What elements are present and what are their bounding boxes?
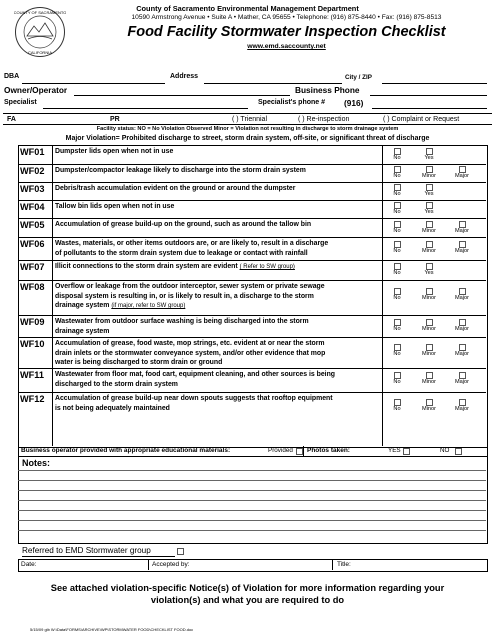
footer-line-1: See attached violation-specific Notice(s) of Violation for more information regarding your <box>50 583 445 593</box>
divider <box>18 392 486 393</box>
refer-link[interactable]: ( Refer to SW group) <box>239 264 295 270</box>
business-phone-field[interactable] <box>370 95 487 96</box>
wf06-minor-checkbox[interactable] <box>426 241 433 248</box>
description-wf06 <box>55 239 380 258</box>
description-line: Dumpster lids open when not in use <box>55 148 174 155</box>
divider <box>18 280 486 281</box>
triennial-option[interactable]: ( ) Triennial <box>232 116 268 123</box>
code-wf01: WF01 <box>20 147 45 157</box>
description-wf01 <box>55 147 380 157</box>
wf02-major-checkbox[interactable] <box>459 166 466 173</box>
wf08-minor-checkbox[interactable] <box>426 288 433 295</box>
wf01-no-checkbox[interactable] <box>394 148 401 155</box>
divider <box>52 145 53 446</box>
description-line: Accumulation of grease build-up on the ground, such as around the tallow bin <box>55 221 312 228</box>
code-wf05: WF05 <box>20 220 45 230</box>
description-line: drain inlets or the stormwater conveyance system, and/or other evidence that mop <box>55 349 326 357</box>
divider <box>3 113 492 114</box>
wf11-minor-label: Minor <box>422 379 436 385</box>
code-wf02: WF02 <box>20 166 45 176</box>
wf08-no-checkbox[interactable] <box>394 288 401 295</box>
wf11-major-label: Major <box>455 379 469 385</box>
photos-label: Photos taken: <box>307 447 350 454</box>
notes-line <box>18 530 486 531</box>
description-line: is not being adequately maintained <box>55 404 170 412</box>
website-link[interactable]: www.emd.saccounty.net <box>247 43 326 50</box>
notes-line <box>18 510 486 511</box>
notes-line <box>18 470 486 471</box>
description-line: of pollutants to the storm drain system due to leakage or contact with rainfall <box>55 249 308 257</box>
wf02-no-checkbox[interactable] <box>394 166 401 173</box>
divider <box>18 164 486 165</box>
wf05-major-label: Major <box>455 228 469 234</box>
education-label: Business operator provided with appropriate educational materials: <box>21 447 231 454</box>
description-wf11 <box>55 370 380 389</box>
description-line: Accumulation of grease build-up near down spouts suggests that rooftop equipment <box>55 395 333 402</box>
wf12-major-label: Major <box>455 406 469 412</box>
wf11-no-checkbox[interactable] <box>394 372 401 379</box>
wf07-yes-checkbox[interactable] <box>426 263 433 270</box>
code-wf04: WF04 <box>20 202 45 212</box>
description-line: disposal system is resulting in, or is likely to result in, a discharge to the storm <box>55 292 314 300</box>
wf01-yes-label: Yes <box>424 155 434 161</box>
owner-label: Owner/Operator <box>4 85 68 95</box>
county-seal-logo <box>14 6 66 58</box>
description-line: Wastewater from outdoor surface washing is being discharged into the storm <box>55 318 309 325</box>
code-wf08: WF08 <box>20 282 45 292</box>
wf06-major-checkbox[interactable] <box>459 241 466 248</box>
notes-label: Notes: <box>22 458 51 468</box>
wf10-no-label: No <box>393 351 401 357</box>
svg-text:COUNTY OF SACRAMENTO: COUNTY OF SACRAMENTO <box>14 10 66 15</box>
wf02-minor-checkbox[interactable] <box>426 166 433 173</box>
description-line: Wastes, materials, or other items outdoors are, or are likely to, result in a discharge <box>55 240 329 247</box>
divider <box>18 260 486 261</box>
wf05-no-label: No <box>393 228 401 234</box>
notes-line <box>18 480 486 481</box>
wf11-no-label: No <box>393 379 401 385</box>
wf07-no-label: No <box>393 270 401 276</box>
wf12-minor-label: Minor <box>422 406 436 412</box>
refer-link[interactable]: (if major, refer to SW group) <box>111 303 186 310</box>
description-line: Dumpster/compactor leakage likely to discharge into the storm drain system <box>55 167 306 174</box>
notes-line <box>18 500 486 501</box>
area-code: (916) <box>344 98 364 108</box>
wf09-minor-checkbox[interactable] <box>426 319 433 326</box>
photos-yes-label: YES <box>388 447 401 454</box>
wf02-major-label: Major <box>455 173 469 179</box>
specialist-field[interactable] <box>43 108 248 109</box>
description-wf04 <box>55 202 380 212</box>
wf10-major-checkbox[interactable] <box>459 344 466 351</box>
dba-label: DBA <box>4 73 20 80</box>
divider <box>303 446 304 456</box>
wf10-minor-checkbox[interactable] <box>426 344 433 351</box>
wf03-no-label: No <box>393 191 401 197</box>
accepted-by-label: Accepted by: <box>152 561 190 568</box>
wf06-minor-label: Minor <box>422 248 436 254</box>
wf12-major-checkbox[interactable] <box>459 399 466 406</box>
wf12-minor-checkbox[interactable] <box>426 399 433 406</box>
referred-label: Referred to EMD Stormwater group <box>22 546 151 555</box>
notes-line <box>18 520 486 521</box>
wf01-no-label: No <box>393 155 401 161</box>
wf05-major-checkbox[interactable] <box>459 221 466 228</box>
description-line: Debris/trash accumulation evident on the ground or around the dumpster <box>55 185 296 192</box>
title-label: Title: <box>337 561 351 568</box>
date-label: Date: <box>21 561 37 568</box>
referred-checkbox[interactable] <box>177 548 184 555</box>
wf02-no-label: No <box>393 173 401 179</box>
wf11-minor-checkbox[interactable] <box>426 372 433 379</box>
description-wf07 <box>55 262 380 273</box>
wf04-yes-label: Yes <box>424 209 434 215</box>
wf08-major-label: Major <box>455 295 469 301</box>
wf05-minor-label: Minor <box>422 228 436 234</box>
wf03-yes-label: Yes <box>424 191 434 197</box>
photos-no-label: NO <box>440 447 450 454</box>
wf02-minor-label: Minor <box>422 173 436 179</box>
complaint-option[interactable]: ( ) Complaint or Request <box>383 116 460 123</box>
wf12-no-label: No <box>393 406 401 412</box>
wf09-major-checkbox[interactable] <box>459 319 466 326</box>
divider <box>18 237 486 238</box>
wf03-yes-checkbox[interactable] <box>426 184 433 191</box>
address-label: Address <box>170 73 199 80</box>
department-address: 10590 Armstrong Avenue • Suite A • Mather, CA 95655 • Telephone: (916) 875-8440 • Fax: (916) 875-8513 <box>131 14 442 21</box>
divider <box>148 559 149 570</box>
divider <box>18 337 486 338</box>
wf06-no-checkbox[interactable] <box>394 241 401 248</box>
wf09-no-checkbox[interactable] <box>394 319 401 326</box>
footer-line-2: violation(s) and what you are required to do <box>150 595 345 605</box>
description-line: Illicit connections to the storm drain system are evident <box>55 263 238 270</box>
reinspection-option[interactable]: ( ) Re-inspection <box>298 116 350 123</box>
description-line: Tallow bin lids open when not in use <box>55 203 175 210</box>
business-phone-label: Business Phone <box>295 85 360 95</box>
code-wf11: WF11 <box>20 370 44 380</box>
wf04-yes-checkbox[interactable] <box>426 202 433 209</box>
description-wf08 <box>55 282 380 312</box>
wf06-major-label: Major <box>455 248 469 254</box>
legend-status: Facility status: NO = No Violation Observed Minor = Violation not resulting in discharge to storm drainage system <box>96 126 399 132</box>
page-title: Food Facility Stormwater Inspection Checklist <box>127 24 446 40</box>
wf11-major-checkbox[interactable] <box>459 372 466 379</box>
provided-checkbox[interactable] <box>296 448 303 455</box>
city-zip-label: City / ZIP <box>345 74 372 81</box>
city-zip-field[interactable] <box>382 83 487 84</box>
wf10-no-checkbox[interactable] <box>394 344 401 351</box>
code-wf12: WF12 <box>20 394 45 404</box>
wf09-minor-label: Minor <box>422 326 436 332</box>
wf10-major-label: Major <box>455 351 469 357</box>
wf08-major-checkbox[interactable] <box>459 288 466 295</box>
divider <box>18 200 486 201</box>
description-line: drainage system <box>55 302 110 310</box>
wf10-minor-label: Minor <box>422 351 436 357</box>
divider <box>18 368 486 369</box>
wf06-no-label: No <box>393 248 401 254</box>
description-line: Wastewater from floor mat, food cart, equipment cleaning, and other sources is being <box>55 371 336 378</box>
description-wf03 <box>55 184 380 194</box>
wf07-yes-label: Yes <box>424 270 434 276</box>
divider <box>18 182 486 183</box>
description-wf10 <box>55 339 380 368</box>
divider <box>332 559 333 570</box>
description-line: Accumulation of grease, food waste, mop strings, etc. evident at or near the storm <box>55 340 325 347</box>
divider <box>18 218 486 219</box>
wf04-no-label: No <box>393 209 401 215</box>
wf08-no-label: No <box>393 295 401 301</box>
wf03-no-checkbox[interactable] <box>394 184 401 191</box>
divider <box>18 315 486 316</box>
specialist-label: Specialist <box>4 99 37 106</box>
divider <box>382 145 383 446</box>
wf05-no-checkbox[interactable] <box>394 221 401 228</box>
wf04-no-checkbox[interactable] <box>394 202 401 209</box>
description-wf12 <box>55 394 380 413</box>
pr-label: PR <box>110 116 120 123</box>
file-path: 5/15/09 glb W:\Data\FORMS\ARCHIVE\WP\STORMWATER FOOD\CHECKLIST FOOD.doc <box>30 627 194 632</box>
description-wf05 <box>55 220 380 230</box>
wf01-yes-checkbox[interactable] <box>426 148 433 155</box>
description-line: Overflow or leakage from the outdoor interceptor, sewer system or private sewage <box>55 283 325 290</box>
photos-no-checkbox[interactable] <box>455 448 462 455</box>
description-line: drainage system <box>55 327 110 335</box>
wf09-no-label: No <box>393 326 401 332</box>
specialist-phone-label: Specialist's phone # <box>258 99 326 106</box>
description-line: discharged to the storm drain system <box>55 380 178 388</box>
address-field[interactable] <box>204 83 342 84</box>
wf09-major-label: Major <box>455 326 469 332</box>
dba-field[interactable] <box>22 83 165 84</box>
signature-row <box>18 559 488 572</box>
code-wf07: WF07 <box>20 262 45 272</box>
description-line: water is being discharged to storm drain or ground <box>55 359 223 367</box>
specialist-phone-field[interactable] <box>372 108 487 109</box>
description-wf02 <box>55 166 380 176</box>
code-wf09: WF09 <box>20 317 45 327</box>
owner-field[interactable] <box>74 95 290 96</box>
legend-major: Major Violation= Prohibited discharge to street, storm drain system, off-site, or significant threat of discharge <box>65 135 430 142</box>
wf07-no-checkbox[interactable] <box>394 263 401 270</box>
photos-yes-checkbox[interactable] <box>403 448 410 455</box>
wf05-minor-checkbox[interactable] <box>426 221 433 228</box>
wf08-minor-label: Minor <box>422 295 436 301</box>
code-wf10: WF10 <box>20 339 45 349</box>
description-wf09 <box>55 317 380 336</box>
svg-text:CALIFORNIA: CALIFORNIA <box>27 50 53 55</box>
wf12-no-checkbox[interactable] <box>394 399 401 406</box>
provided-label: Provided <box>268 447 293 454</box>
code-wf03: WF03 <box>20 184 45 194</box>
fa-label: FA <box>7 116 16 123</box>
department-name: County of Sacramento Environmental Management Department <box>136 4 359 13</box>
divider <box>3 124 492 125</box>
code-wf06: WF06 <box>20 239 45 249</box>
notes-line <box>18 490 486 491</box>
referred-underline <box>22 556 175 557</box>
